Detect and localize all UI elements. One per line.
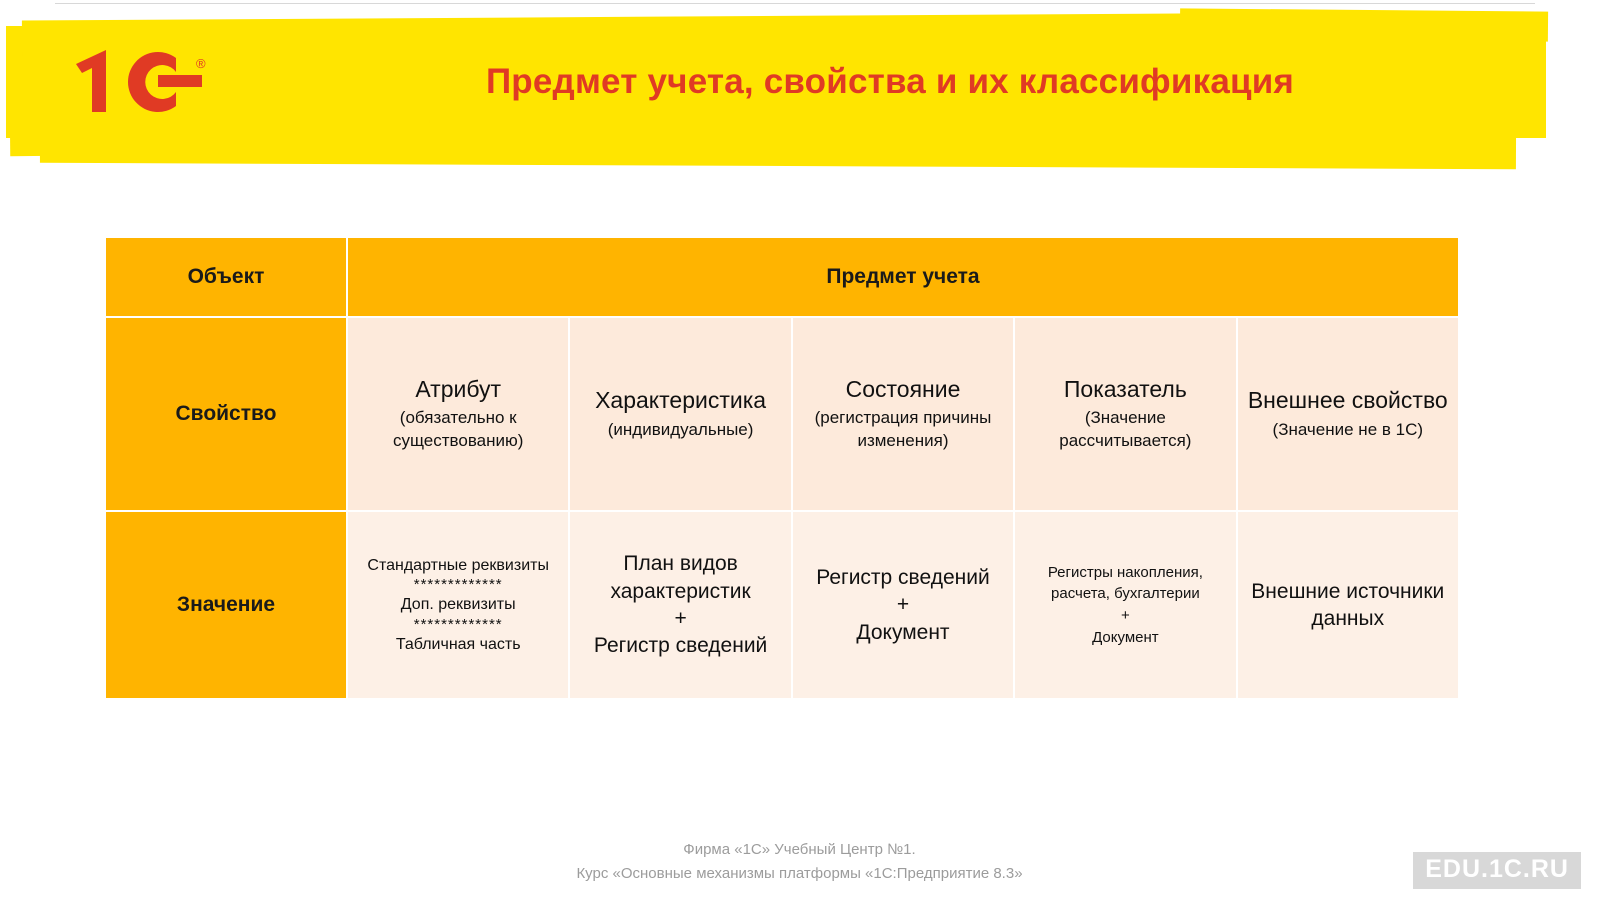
table-row [106,318,1458,510]
value-line: Документ [1092,628,1159,646]
cell-subtitle: (обязательно к существованию) [392,408,524,450]
value-separator: ************* [413,615,503,633]
table-row [106,512,1458,698]
value-plus: + [1120,607,1130,624]
cell-characteristic [570,318,790,510]
top-divider [55,3,1535,4]
value-line: Регистры накопления, расчета, бухгалтерии [1047,563,1203,603]
value-line: Регистр сведений [593,634,768,658]
cell-subtitle: (Значение не в 1С) [1272,419,1424,439]
cell-title: Характеристика [595,387,767,414]
header-object: Объект [106,238,346,316]
footer-line-1: Фирма «1С» Учебный Центр №1. [683,841,916,858]
cell-attribute-values [348,512,568,698]
watermark: EDU.1C.RU [1413,852,1581,889]
cell-title: Атрибут [415,376,502,403]
highlight-stroke [1180,8,1548,41]
classification-table [104,236,1460,700]
page-title: Предмет учета, свойства и их классификация [485,62,1295,101]
footer-line-2: Курс «Основные механизмы платформы «1С:Предприятие 8.3» [576,865,1023,882]
row-label-value: Значение [106,512,346,698]
cell-subtitle: (регистрация причины изменения) [814,408,992,450]
value-plus: + [896,593,910,617]
cell-state [793,318,1013,510]
registered-mark: ® [196,56,206,71]
value-line: Регистр сведений [816,566,990,590]
value-line: План видов характеристик [610,552,751,603]
value-separator: ************* [413,575,503,593]
table-header-row [106,238,1458,316]
cell-title: Состояние [845,376,961,403]
cell-subtitle: (индивидуальные) [607,419,754,439]
header-subject: Предмет учета [348,238,1458,316]
cell-title: Показатель [1063,376,1187,403]
cell-characteristic-values [570,512,790,698]
cell-state-values [793,512,1013,698]
value-plus: + [674,607,687,630]
cell-indicator [1015,318,1235,510]
cell-title: Внешнее свойство [1247,387,1448,414]
value-line: Внешние источники данных [1251,579,1445,630]
cell-external-values [1238,512,1458,698]
cell-external-property [1238,318,1458,510]
cell-indicator-values [1015,512,1235,698]
row-label-property: Свойство [106,318,346,510]
cell-attribute [348,318,568,510]
value-line: Стандартные реквизиты [367,556,549,574]
value-line: Доп. реквизиты [400,596,516,614]
cell-subtitle: (Значение рассчитывается) [1059,408,1192,450]
value-line: Табличная часть [395,636,521,654]
company-logo-icon [72,48,212,114]
value-line: Документ [856,620,950,644]
footer [0,838,1599,886]
